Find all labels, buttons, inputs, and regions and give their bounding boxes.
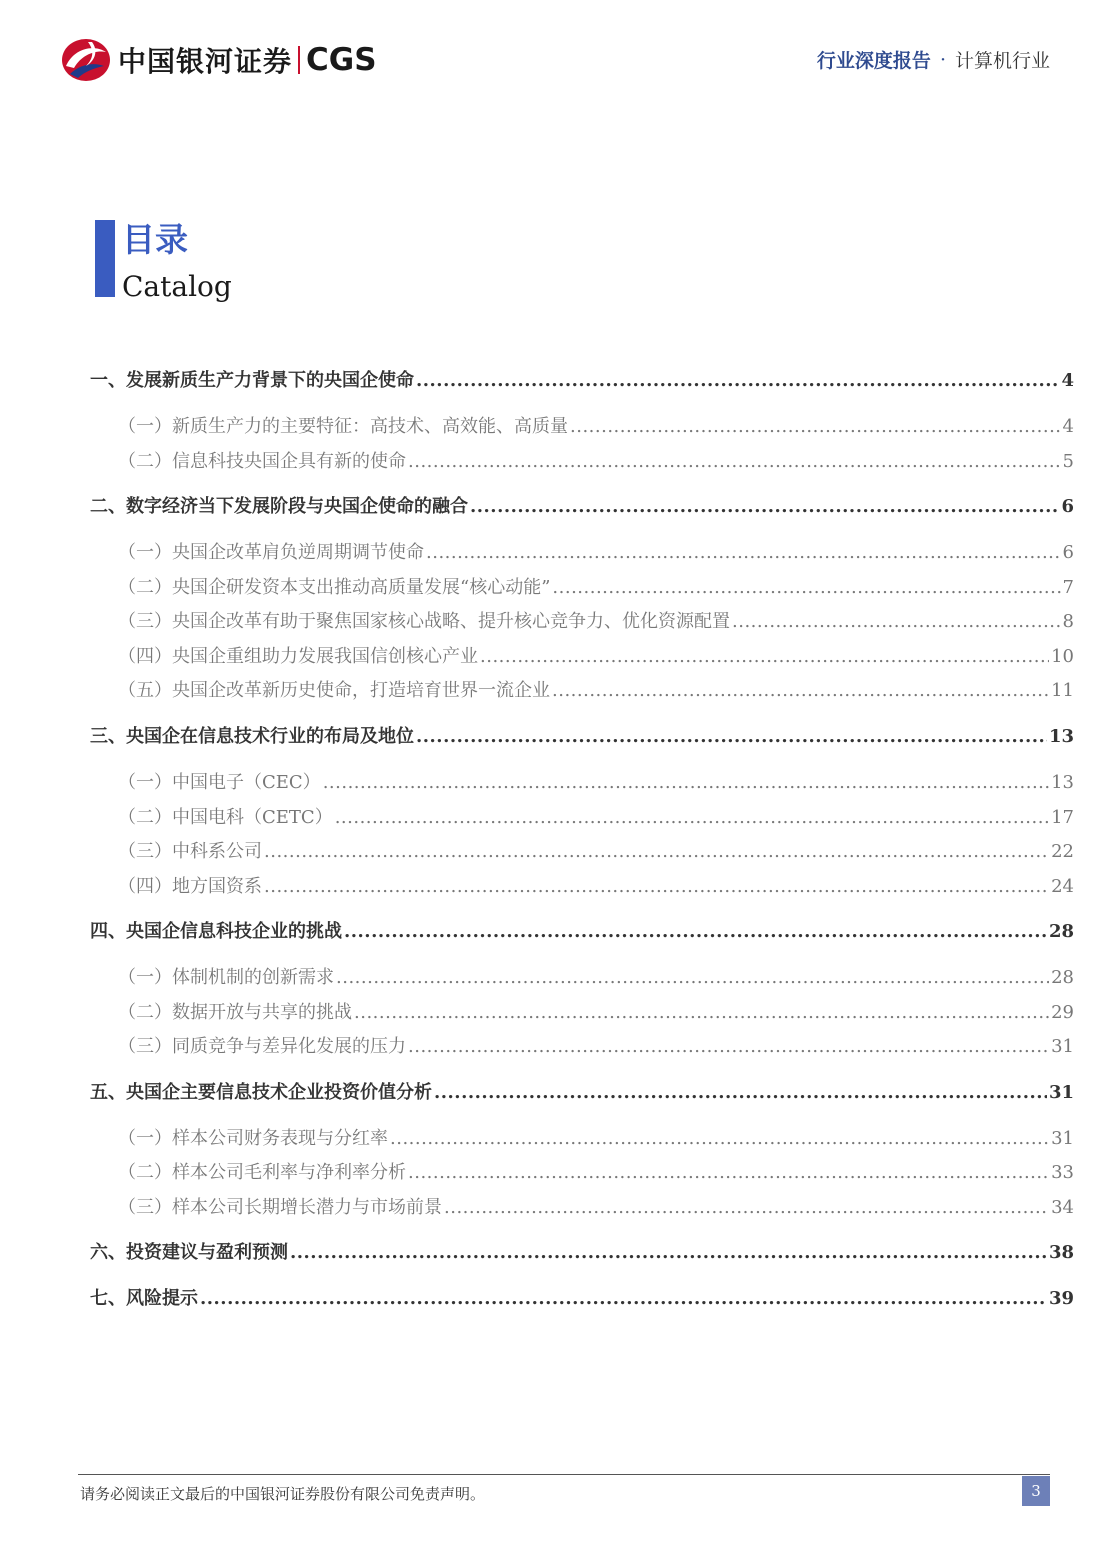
toc-page: 8: [1062, 611, 1074, 632]
page-number-badge: 3: [1022, 1476, 1050, 1506]
toc-entry-2-1[interactable]: [118, 538, 1074, 564]
toc-entry-5[interactable]: [90, 1078, 1074, 1104]
toc-leader: [470, 496, 1059, 517]
toc-leader: [336, 967, 1049, 988]
toc-entry-2-5[interactable]: [118, 676, 1074, 702]
toc-title: 样本公司财务表现与分红率: [172, 1128, 388, 1149]
toc-leader: [552, 680, 1049, 701]
toc-number: 一、: [90, 370, 126, 391]
toc-page: 10: [1051, 646, 1074, 667]
toc-leader: [335, 807, 1049, 828]
toc-title: 投资建议与盈利预测: [126, 1242, 288, 1263]
toc-page: 11: [1051, 680, 1074, 701]
cgs-logo-icon: [60, 36, 112, 84]
toc-entry-3-2[interactable]: [118, 803, 1074, 829]
toc-title: 央国企改革肩负逆周期调节使命: [172, 542, 424, 563]
toc-entry-3-3[interactable]: [118, 837, 1074, 863]
catalog-accent-bar: [95, 220, 115, 297]
toc-number: 七、: [90, 1288, 126, 1309]
toc-title: 央国企主要信息技术企业投资价值分析: [126, 1082, 432, 1103]
brand-divider: [298, 46, 300, 74]
toc-title: 发展新质生产力背景下的央国企使命: [126, 370, 414, 391]
toc-page: 31: [1048, 1082, 1074, 1103]
toc-entry-4-2[interactable]: [118, 998, 1074, 1024]
toc-leader: [344, 921, 1047, 942]
toc-page: 5: [1062, 451, 1074, 472]
toc-leader: [264, 876, 1049, 897]
toc-title: 央国企在信息技术行业的布局及地位: [126, 726, 414, 747]
toc-page: 6: [1062, 542, 1074, 563]
toc-leader: [416, 370, 1059, 391]
toc-page: 4: [1061, 370, 1074, 391]
industry-label: 计算机行业: [954, 50, 1050, 72]
toc-leader: [444, 1197, 1049, 1218]
toc-entry-6[interactable]: [90, 1238, 1074, 1264]
toc-page: 17: [1051, 807, 1074, 828]
toc-leader: [264, 841, 1049, 862]
toc-entry-4-1[interactable]: [118, 963, 1074, 989]
toc-entry-3-4[interactable]: [118, 872, 1074, 898]
toc-page: 39: [1048, 1288, 1074, 1309]
toc-title: 央国企研发资本支出推动高质量发展“核心动能”: [172, 577, 551, 598]
toc-entry-5-1[interactable]: [118, 1124, 1074, 1150]
toc-number: （二）: [118, 807, 172, 828]
toc-title: 信息科技央国企具有新的使命: [172, 451, 406, 472]
toc-leader: [390, 1128, 1049, 1149]
toc-leader: [434, 1082, 1047, 1103]
toc-leader: [408, 451, 1061, 472]
toc-title: 数字经济当下发展阶段与央国企使命的融合: [126, 496, 468, 517]
toc-page: 28: [1048, 921, 1074, 942]
toc-title: 同质竞争与差异化发展的压力: [172, 1036, 406, 1057]
toc-number: （一）: [118, 772, 172, 793]
toc-number: （一）: [118, 967, 172, 988]
toc-number: （三）: [118, 1036, 172, 1057]
toc-leader: [570, 416, 1061, 437]
toc-number: （一）: [118, 542, 172, 563]
toc-title: 中国电科（CETC）: [172, 807, 333, 828]
toc-page: 38: [1048, 1242, 1074, 1263]
brand-name-en: CGS: [306, 42, 377, 78]
toc-number: 六、: [90, 1242, 126, 1263]
toc-title: 新质生产力的主要特征：高技术、高效能、高质量: [172, 416, 568, 437]
toc-entry-1-1[interactable]: [118, 412, 1074, 438]
toc-leader: [408, 1162, 1049, 1183]
catalog-title-en: Catalog: [122, 270, 232, 303]
toc-number: （一）: [118, 416, 172, 437]
toc-page: 31: [1051, 1128, 1074, 1149]
toc-page: 13: [1051, 772, 1074, 793]
toc-leader: [732, 611, 1061, 632]
toc-entry-2-2[interactable]: [118, 573, 1074, 599]
toc-leader: [290, 1242, 1047, 1263]
toc-page: 34: [1051, 1197, 1074, 1218]
toc-leader: [200, 1288, 1047, 1309]
toc-title: 央国企改革有助于聚焦国家核心战略、提升核心竞争力、优化资源配置: [172, 611, 730, 632]
toc-number: 四、: [90, 921, 126, 942]
toc-page: 29: [1051, 1002, 1074, 1023]
toc-entry-7[interactable]: [90, 1284, 1074, 1310]
toc-title: 地方国资系: [172, 876, 262, 897]
toc-entry-2-3[interactable]: [118, 607, 1074, 633]
toc-title: 中国电子（CEC）: [172, 772, 321, 793]
toc-entry-3-1[interactable]: [118, 768, 1074, 794]
toc-entry-4[interactable]: [90, 917, 1074, 943]
toc-leader: [552, 577, 1060, 598]
toc-number: （三）: [118, 841, 172, 862]
toc-page: 13: [1048, 726, 1074, 747]
toc-title: 央国企重组助力发展我国信创核心产业: [172, 646, 478, 667]
brand-logo: [60, 36, 377, 84]
toc-number: （四）: [118, 876, 172, 897]
toc-title: 体制机制的创新需求: [172, 967, 334, 988]
footer-divider: [78, 1474, 1050, 1475]
toc-page: 4: [1062, 416, 1074, 437]
toc-number: 五、: [90, 1082, 126, 1103]
catalog-title-cn: 目录: [122, 220, 188, 259]
page-header: [0, 0, 1102, 110]
toc-number: （四）: [118, 646, 172, 667]
toc-entry-2-4[interactable]: [118, 642, 1074, 668]
header-separator: ·: [939, 48, 946, 71]
toc-leader: [323, 772, 1049, 793]
footer-disclaimer: 请务必阅读正文最后的中国银河证券股份有限公司免责声明。: [80, 1485, 486, 1503]
toc-title: 央国企改革新历史使命，打造培育世界一流企业: [172, 680, 550, 701]
toc-entry-1-2[interactable]: [118, 447, 1074, 473]
toc-entry-5-2[interactable]: [118, 1158, 1074, 1184]
toc-page: 22: [1051, 841, 1074, 862]
toc-number: （三）: [118, 1197, 172, 1218]
toc-entry-3[interactable]: [90, 722, 1074, 748]
toc-number: （一）: [118, 1128, 172, 1149]
report-type: 行业深度报告: [816, 50, 931, 72]
toc-number: 三、: [90, 726, 126, 747]
toc-number: （二）: [118, 451, 172, 472]
toc-title: 中科系公司: [172, 841, 262, 862]
toc-title: 央国企信息科技企业的挑战: [126, 921, 342, 942]
toc-title: 数据开放与共享的挑战: [172, 1002, 352, 1023]
toc-page: 33: [1051, 1162, 1074, 1183]
toc-page: 24: [1051, 876, 1074, 897]
toc-entry-1[interactable]: [90, 366, 1074, 392]
toc-number: （二）: [118, 1162, 172, 1183]
toc-number: 二、: [90, 496, 126, 517]
toc-leader: [480, 646, 1049, 667]
toc-entry-4-3[interactable]: [118, 1032, 1074, 1058]
toc-page: 7: [1062, 577, 1074, 598]
toc-number: （五）: [118, 680, 172, 701]
toc-page: 6: [1061, 496, 1074, 517]
toc-number: （三）: [118, 611, 172, 632]
toc-page: 31: [1051, 1036, 1074, 1057]
toc-number: （二）: [118, 577, 172, 598]
toc-leader: [416, 726, 1047, 747]
report-category: [817, 46, 1050, 73]
toc-leader: [426, 542, 1061, 563]
toc-title: 风险提示: [126, 1288, 198, 1309]
toc-leader: [354, 1002, 1049, 1023]
toc-entry-5-3[interactable]: [118, 1193, 1074, 1219]
brand-name-cn: 中国银河证券: [118, 45, 293, 78]
toc-number: （二）: [118, 1002, 172, 1023]
toc-entry-2[interactable]: [90, 492, 1074, 518]
toc-page: 28: [1051, 967, 1074, 988]
toc-title: 样本公司毛利率与净利率分析: [172, 1162, 406, 1183]
toc-leader: [408, 1036, 1049, 1057]
toc-title: 样本公司长期增长潜力与市场前景: [172, 1197, 442, 1218]
